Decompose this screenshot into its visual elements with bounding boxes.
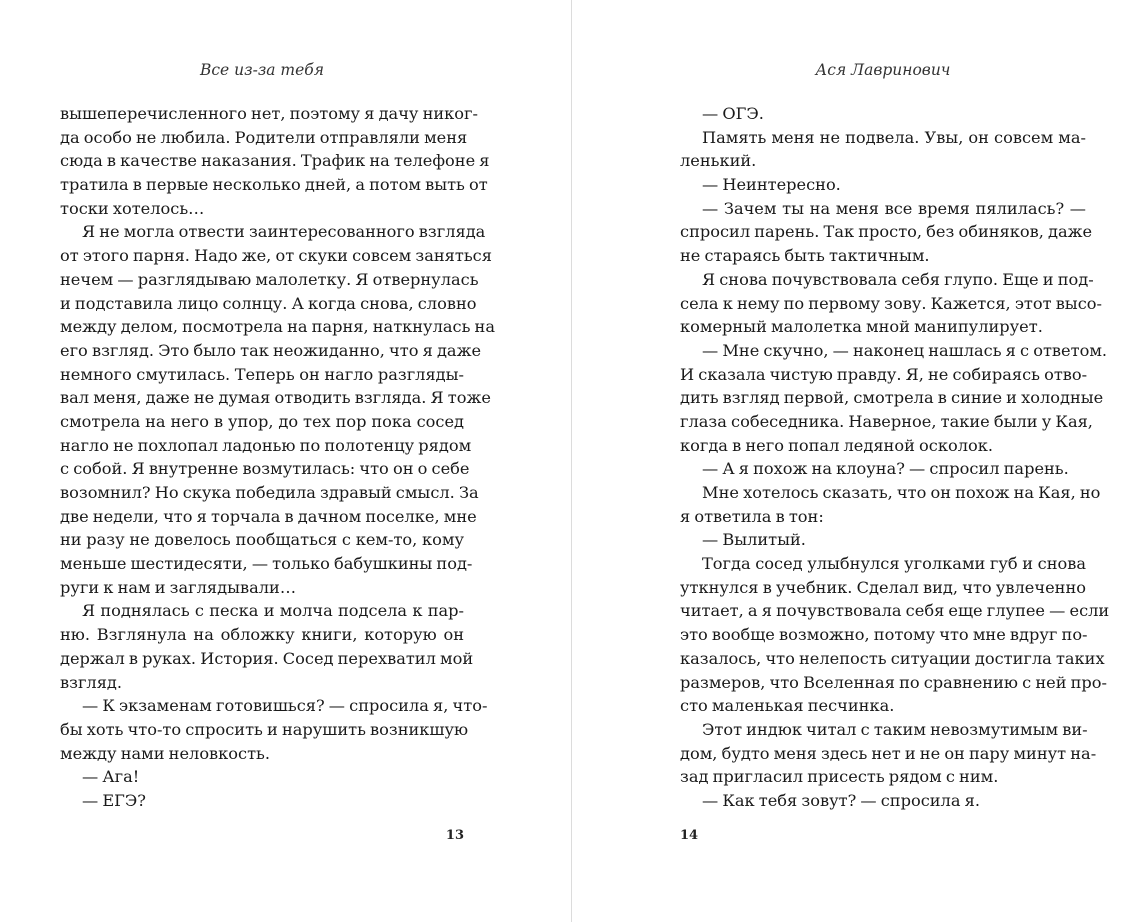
page-number: 13 (445, 828, 464, 843)
text-line: возомнил? Но скука победила здравый смысл. За (60, 483, 479, 502)
text-line: держал в руках. История. Сосед перехватил мой (60, 648, 474, 668)
text-line: вал меня, даже не думая отводить взгляда. Я тоже (60, 388, 491, 408)
text-line: я ответила в тон: (680, 506, 824, 526)
text-line: руги к нам и заглядывали… (60, 577, 297, 597)
text-line: размеров, что Вселенная по сравнению с ней про- (680, 672, 1108, 692)
text-line: нагло не похлопал ладонью по полотенцу рядом (60, 435, 472, 455)
text-line: Тогда сосед улыбнулся уголками губ и снова (702, 554, 1086, 574)
text-line: смотрела на него в упор, до тех пор пока сосед (60, 411, 464, 431)
text-line: зад пригласил присесть рядом с ним. (680, 767, 999, 787)
page-number: 14 (680, 828, 699, 843)
text-line: глаза собеседника. Наверное, такие были у Кая, (680, 411, 1093, 431)
text-line: — Неинтересно. (702, 175, 841, 195)
right-page-text (680, 102, 1110, 813)
text-line: Этот индюк читал с таким невозмутимым ви- (702, 719, 1088, 739)
text-line: — ОГЭ. (702, 104, 764, 123)
text-line: и подставила лицо солнцу. А когда снова, словно (60, 293, 477, 313)
text-line: когда в него попал ледяной осколок. (680, 435, 993, 455)
text-line: вышеперечисленного нет, поэтому я дачу никог- (60, 104, 478, 123)
text-line: сто маленькая песчинка. (680, 696, 895, 716)
text-line: уткнулся в учебник. Сделал вид, что увлеченно (680, 577, 1086, 597)
text-line: — Мне скучно, — наконец нашлась я с ответом. (702, 340, 1108, 360)
text-line: Я поднялась с песка и молча подсела к пар- (82, 601, 464, 621)
text-line: ни разу не довелось пообщаться с кем-то, кому (60, 530, 464, 550)
text-line: да особо не любила. Родители отправляли меня (60, 127, 468, 147)
text-line: Мне хотелось сказать, что он похож на Кая, но (702, 483, 1101, 502)
text-line: с собой. Я внутренне возмутилась: что он о себе (60, 459, 470, 479)
text-line: это вообще возможно, потому что мне вдруг по- (680, 625, 1088, 645)
text-line: — Ага! (82, 767, 140, 787)
page-gutter (571, 0, 572, 922)
text-line: — Зачем ты на меня все время пялилась? — (702, 198, 1086, 218)
text-line: Я не могла отвести заинтересованного взгляда (82, 222, 486, 242)
text-line: не стараясь быть тактичным. (680, 246, 930, 266)
running-head-book-title: Все из-за тебя (199, 61, 325, 79)
text-line: две недели, что я торчала в дачном поселке, мне (60, 506, 477, 526)
text-line: Память меня не подвела. Увы, он совсем ма- (702, 127, 1086, 147)
text-line: — Вылитый. (702, 530, 806, 550)
text-line: тратила в первые несколько дней, а потом выть от (60, 175, 488, 195)
text-line: комерный малолетка мной манипулирует. (680, 317, 1043, 337)
text-line: дить взгляд первой, смотрела в синие и холодные (680, 388, 1104, 408)
text-line: дом, будто меня здесь нет и не он пару минут на- (680, 743, 1097, 763)
text-line: меньше шестидесяти, — только бабушкины под- (60, 554, 473, 574)
left-page (60, 0, 495, 922)
right-page (680, 0, 1110, 922)
running-head-author: Ася Лавринович (815, 61, 951, 79)
text-line: немного смутилась. Теперь он нагло разгляды- (60, 364, 464, 384)
text-line: спросил парень. Так просто, без обиняков, даже (680, 222, 1093, 242)
text-line: ленький. (680, 151, 757, 171)
text-line: между нами неловкость. (60, 743, 271, 763)
text-line: — ЕГЭ? (82, 790, 146, 810)
left-page-text (60, 102, 495, 813)
text-line: — А я похож на клоуна? — спросил парень. (702, 459, 1069, 479)
text-line: взгляд. (60, 672, 123, 692)
text-line: читает, а я почувствовала себя еще глупее — если (680, 601, 1110, 621)
text-line: нечем — разглядываю малолетку. Я отвернулась (60, 269, 479, 289)
text-line: между делом, посмотрела на парня, наткнулась на (60, 317, 495, 337)
text-line: ню. Взглянула на обложку книги, которую он (60, 625, 464, 645)
text-line: бы хоть что-то спросить и нарушить возникшую (60, 719, 469, 739)
text-line: — К экзаменам готовишься? — спросила я, что- (82, 696, 488, 716)
text-line: от этого парня. Надо же, от скуки совсем заняться (60, 246, 492, 266)
text-line: Я снова почувствовала себя глупо. Еще и под- (702, 269, 1094, 289)
text-line: казалось, что нелепость ситуации достигла таких (680, 648, 1105, 668)
text-line: его взгляд. Это было так неожиданно, что я даже (60, 340, 482, 360)
text-line: тоски хотелось… (60, 198, 205, 218)
text-line: И сказала чистую правду. Я, не собираясь отво- (680, 364, 1088, 384)
text-line: — Как тебя зовут? — спросила я. (702, 790, 980, 810)
text-line: сюда в качестве наказания. Трафик на телефоне я (60, 151, 490, 171)
text-line: села к нему по первому зову. Кажется, этот высо- (680, 293, 1102, 313)
